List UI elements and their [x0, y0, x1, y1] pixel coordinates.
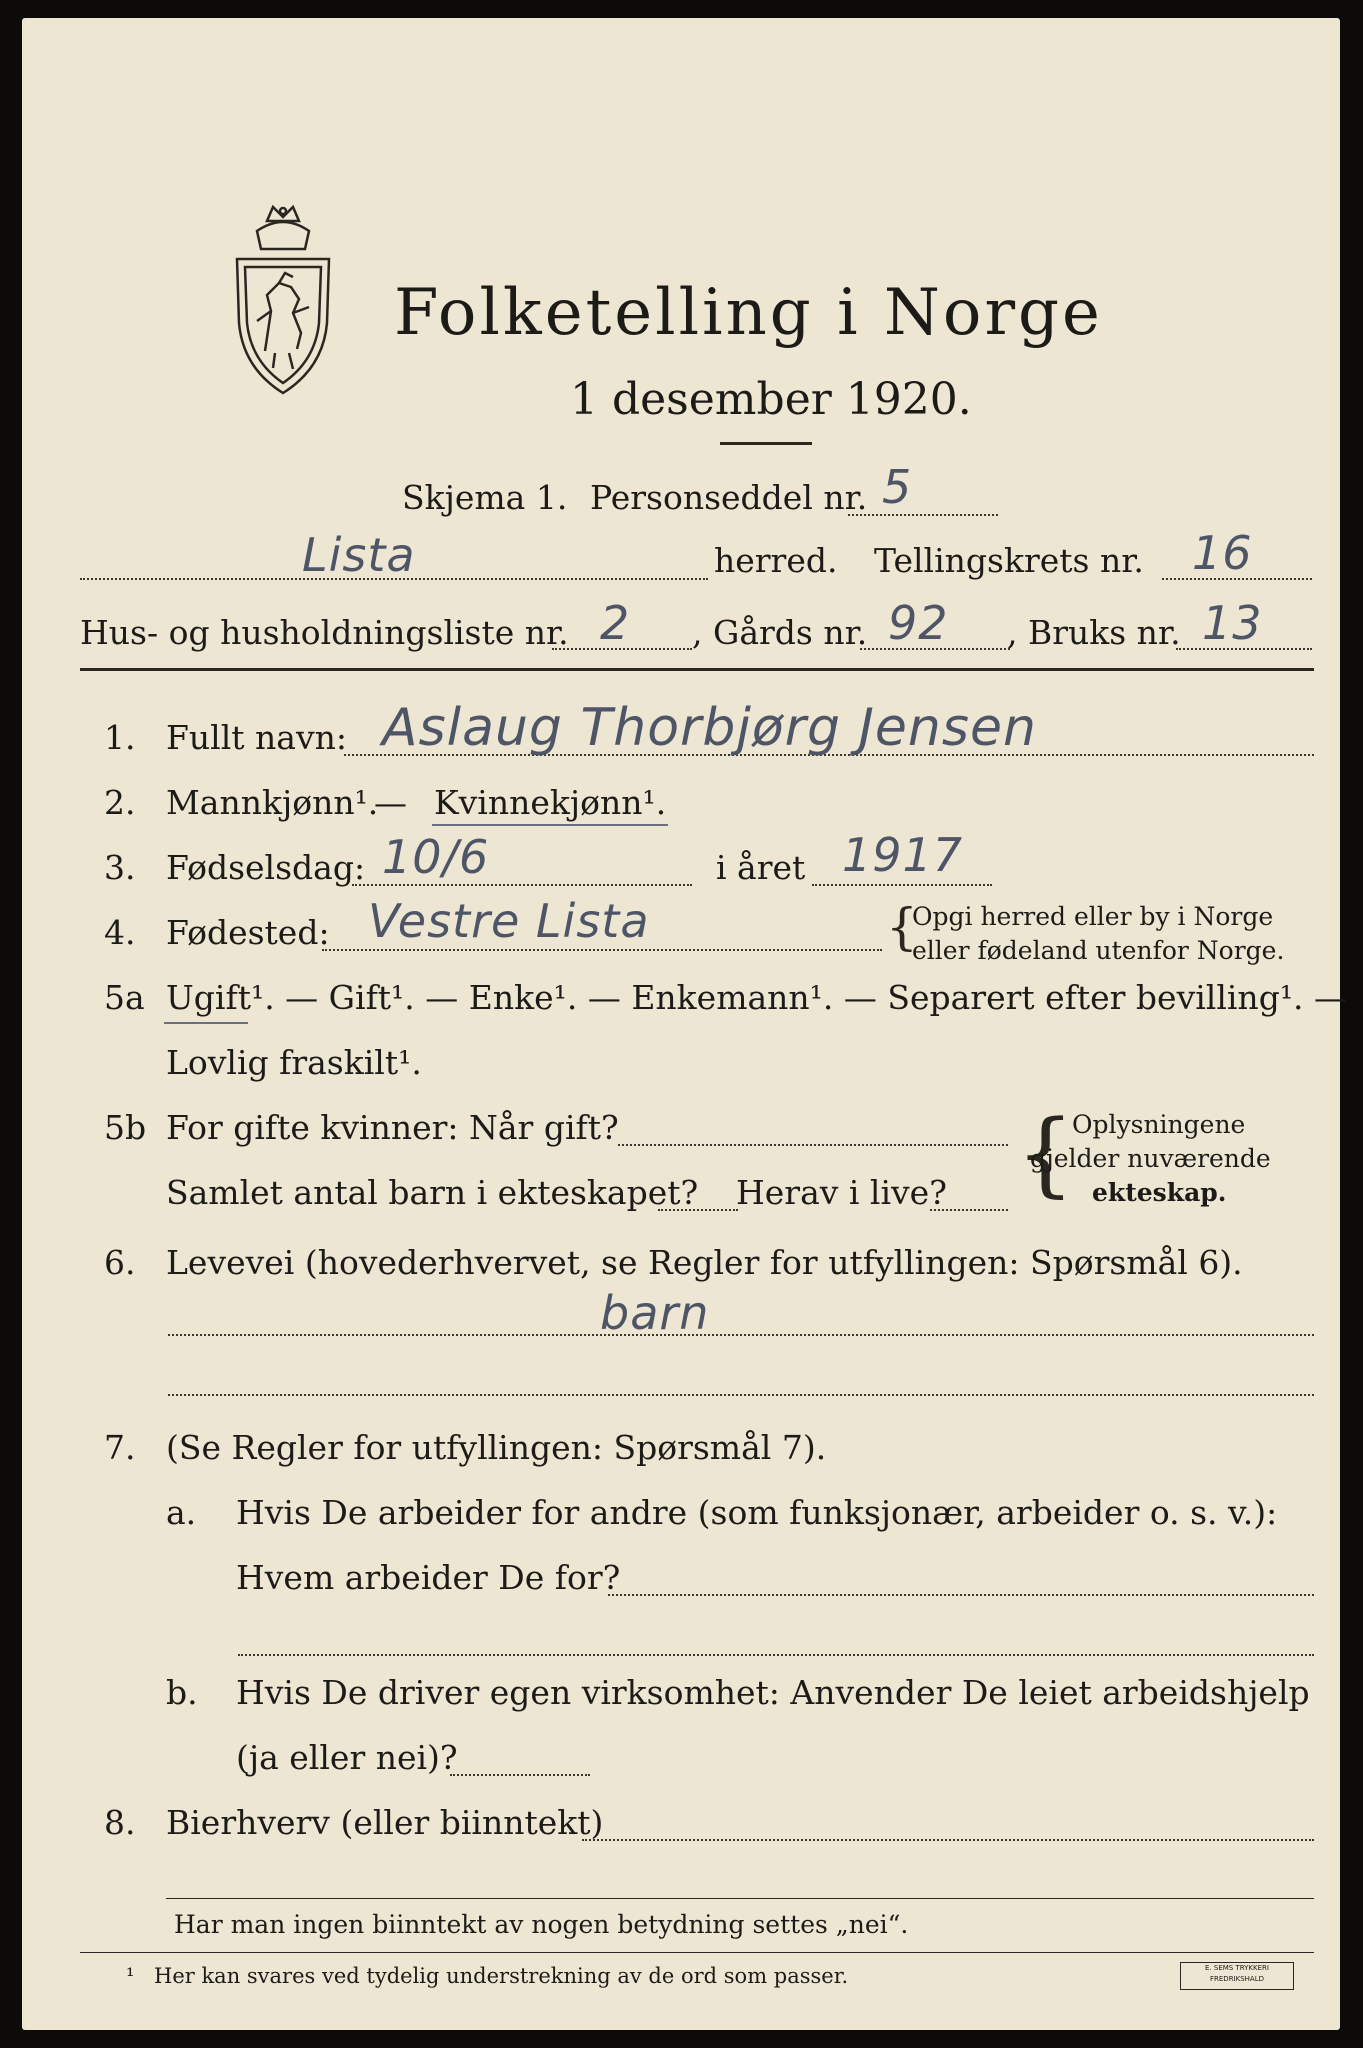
footnote-rule [80, 1952, 1314, 1953]
herred-value: Lista [302, 528, 416, 582]
biinntekt-note: Har man ingen biinntekt av nogen betydning settes „nei“. [174, 1910, 909, 1939]
herred-label: herred. [714, 541, 838, 580]
q4-line [322, 949, 882, 951]
personseddel-value: 5 [882, 460, 913, 514]
q7a-line-2 [238, 1654, 1314, 1656]
q7-number: 7. [104, 1428, 136, 1467]
husliste-label: Hus- og husholdningsliste nr. [80, 613, 569, 652]
q5b-label-3: Herav i live? [736, 1173, 947, 1212]
bruks-value: 13 [1202, 596, 1263, 650]
q7b-letter: b. [166, 1673, 198, 1712]
q5b-label-2: Samlet antal barn i ekteskapet? [166, 1173, 699, 1212]
q4-number: 4. [104, 913, 136, 952]
q7a-subquestion: Hvem arbeider De for? [236, 1558, 621, 1597]
personseddel-label: Personseddel nr. [590, 478, 868, 517]
q2-female-underline [432, 824, 668, 826]
q6-line-2 [168, 1394, 1314, 1396]
q6-label: Levevei (hovederhvervet, se Regler for utfyllingen: Spørsmål 6). [166, 1243, 1243, 1282]
coat-of-arms-icon [227, 203, 339, 403]
q3-number: 3. [104, 848, 136, 887]
personseddel-line [848, 514, 998, 516]
footer-rule [166, 1898, 1314, 1899]
census-date: 1 desember 1920. [570, 374, 972, 425]
bruks-label: , Bruks nr. [1007, 613, 1181, 652]
q2-male: Mannkjønn¹. [166, 783, 379, 822]
q3-year-label: i året [716, 848, 806, 887]
tellingskrets-label: Tellingskrets nr. [874, 541, 1144, 580]
q5a-line2: Lovlig fraskilt¹. [166, 1043, 422, 1082]
footnote-mark: ¹ [126, 1964, 135, 1988]
q7a-text: Hvis De arbeider for andre (som funksjonær, arbeider o. s. v.): [236, 1493, 1278, 1532]
q7a-line-1 [608, 1594, 1314, 1596]
q5b-number: 5b [104, 1108, 147, 1147]
q7-label: (Se Regler for utfyllingen: Spørsmål 7). [166, 1428, 827, 1467]
q2-number: 2. [104, 783, 136, 822]
printer-stamp [1180, 1962, 1294, 1990]
q1-number: 1. [104, 718, 136, 757]
q7a-letter: a. [166, 1493, 197, 1532]
q5b-brace: { [1016, 1100, 1075, 1207]
header-rule [80, 668, 1314, 671]
q5b-line-2 [658, 1209, 738, 1211]
printer-stamp-line-1: E. SEMS TRYKKERI [1205, 1964, 1269, 1972]
q5a-line1: Ugift¹. — Gift¹. — Enke¹. — Enkemann¹. — Separert efter bevilling¹. — [166, 978, 1348, 1017]
q5a-number: 5a [104, 978, 145, 1017]
footnote-text: Her kan svares ved tydelig understrekning av de ord som passer. [154, 1964, 849, 1988]
q1-value: Aslaug Thorbjørg Jensen [382, 698, 1037, 758]
q8-line [582, 1839, 1314, 1841]
q6-number: 6. [104, 1243, 136, 1282]
q8-number: 8. [104, 1803, 136, 1842]
q4-note-2: eller fødeland utenfor Norge. [912, 936, 1285, 965]
q7b-line [450, 1774, 590, 1776]
q4-note-1: Opgi herred eller by i Norge [912, 902, 1274, 931]
q5b-note-1: Oplysningene [1072, 1110, 1246, 1139]
q3-label: Fødselsdag: [166, 848, 366, 887]
q3-year-value: 1917 [842, 828, 964, 882]
q3-value: 10/6 [382, 830, 490, 884]
printer-stamp-line-2: FREDRIKSHALD [1209, 1975, 1264, 1983]
gards-label: , Gårds nr. [692, 613, 868, 652]
q2-female: Kvinnekjønn¹. [434, 783, 667, 822]
q5a-ugift-underline [164, 1022, 248, 1024]
skjema-label: Skjema 1. [402, 478, 568, 517]
census-form [22, 18, 1348, 2030]
husliste-value: 2 [600, 596, 631, 650]
q7b-subquestion: (ja eller nei)? [236, 1738, 458, 1777]
gards-value: 92 [888, 596, 949, 650]
q8-label: Bierhverv (eller biinntekt) [166, 1803, 604, 1842]
form-title: Folketelling i Norge [394, 276, 1103, 350]
q5b-line-1 [618, 1144, 1008, 1146]
q4-value: Vestre Lista [368, 894, 650, 948]
tellingskrets-value: 16 [1192, 526, 1253, 580]
q3-year-line [812, 884, 992, 886]
q3-line [352, 884, 692, 886]
q5b-label-1: For gifte kvinner: Når gift? [166, 1108, 619, 1147]
title-divider [720, 442, 812, 445]
q2-dash: — [374, 783, 407, 822]
q6-line-1 [168, 1334, 1314, 1336]
q5b-note-2: gjelder nuværende [1030, 1144, 1271, 1173]
q4-brace: { [886, 898, 918, 956]
q1-label: Fullt navn: [166, 718, 347, 757]
q7b-text: Hvis De driver egen virksomhet: Anvender De leiet arbeidshjelp [236, 1673, 1310, 1712]
q5b-note-3: ekteskap. [1092, 1178, 1227, 1207]
q5b-line-3 [930, 1209, 1008, 1211]
q4-label: Fødested: [166, 913, 330, 952]
q6-value: barn [600, 1286, 710, 1340]
